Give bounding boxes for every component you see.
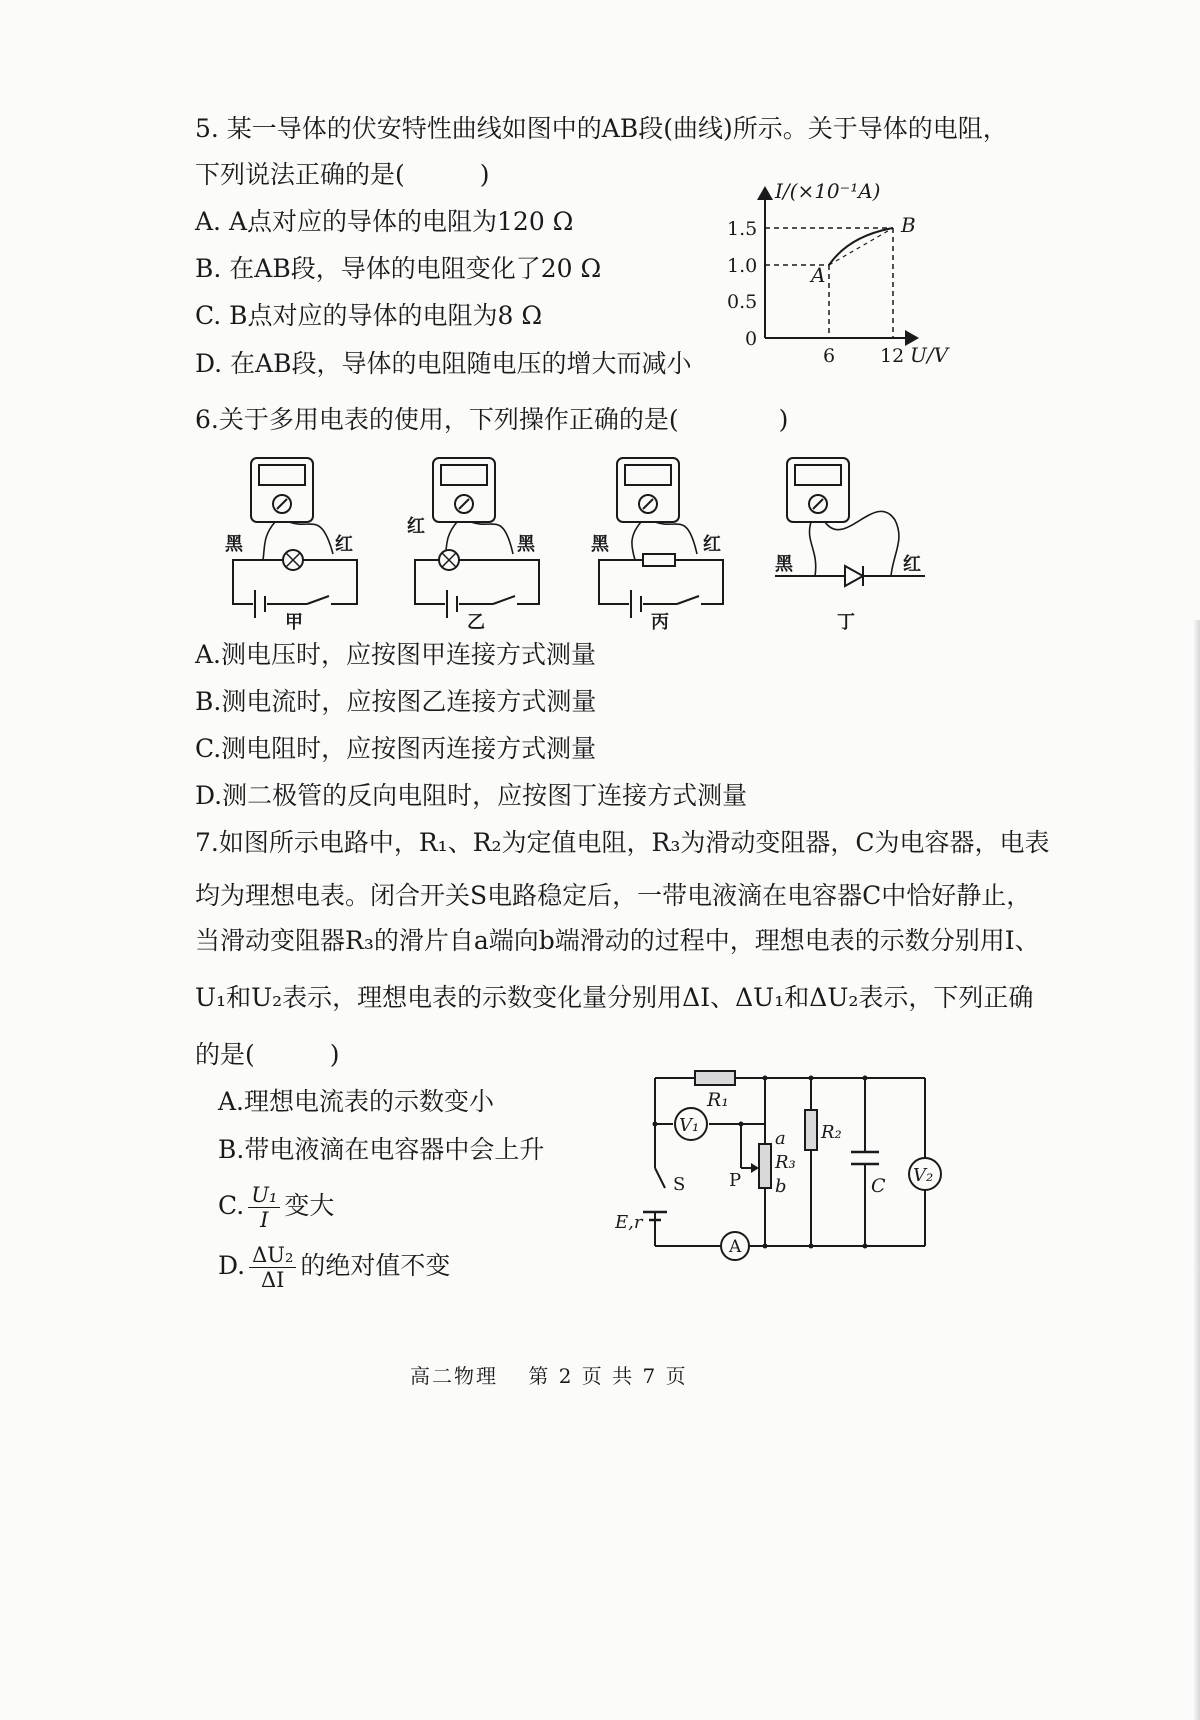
diode-triangle (845, 566, 863, 586)
multimeter-screen (625, 465, 671, 485)
q7-option-c-prefix: C. (218, 1191, 245, 1220)
left-probe-label: 黑 (775, 554, 793, 575)
selector-needle (459, 499, 469, 509)
rheostat-r3 (759, 1144, 771, 1188)
selector-needle (277, 499, 287, 509)
q7-line1: 7.如图所示电路中，R₁、R₂为定值电阻，R₃为滑动变阻器，C为电容器，电表 (195, 828, 1050, 857)
q6-stem: 6.关于多用电表的使用，下列操作正确的是( ) (195, 405, 789, 434)
end-label-b: b (775, 1176, 787, 1197)
right-probe-label: 黑 (517, 534, 535, 555)
q5-option-b: B. 在AB段，导体的电阻变化了20 Ω (195, 254, 602, 283)
junction-dot (809, 1244, 814, 1249)
q7-circuit (615, 1060, 965, 1270)
switch-gap (677, 596, 701, 612)
red-lead (655, 522, 697, 554)
source-label: E,r (615, 1212, 643, 1233)
black-lead (471, 522, 513, 554)
selector-needle (643, 499, 653, 509)
fraction-numerator: U₁ (248, 1183, 280, 1208)
ammeter-label: A (729, 1237, 742, 1257)
junction-dot (763, 1244, 768, 1249)
q6-option-d: D.测二极管的反向电阻时，应按图丁连接方式测量 (195, 781, 748, 810)
junction-dot (863, 1076, 868, 1081)
q7-option-d-prefix: D. (218, 1251, 246, 1280)
q5-option-c: C. B点对应的导体的电阻为8 Ω (195, 301, 543, 330)
right-probe-label: 红 (335, 534, 353, 555)
black-lead (809, 522, 815, 576)
q7-option-d-fraction (249, 1243, 296, 1292)
y-tick-1-5: 1.5 (727, 218, 758, 240)
v1-label: V₁ (679, 1115, 700, 1136)
end-label-a: a (775, 1128, 786, 1149)
q5-stem-line2: 下列说法正确的是( ) (195, 160, 490, 189)
y-tick-0: 0 (745, 328, 758, 350)
switch-gap (307, 596, 331, 612)
left-probe-label: 黑 (225, 534, 243, 555)
page-footer: 高二物理 第 2 页 共 7 页 (410, 1364, 688, 1388)
q7-line5: 的是( ) (195, 1040, 340, 1069)
x-axis-label: U/V (910, 343, 949, 367)
figure-caption: 丙 (651, 612, 669, 630)
q7-option-c-fraction (248, 1183, 280, 1232)
y-tick-1-0: 1.0 (727, 255, 758, 277)
multimeter-screen (795, 465, 841, 485)
q6-option-c: C.测电阻时，应按图丙连接方式测量 (195, 734, 597, 763)
q7-line3: 当滑动变阻器R₃的滑片自a端向b端滑动的过程中，理想电表的示数分别用I、 (195, 926, 1040, 955)
right-probe-label: 红 (703, 534, 721, 555)
multimeter-screen (441, 465, 487, 485)
figure-jia (225, 458, 357, 630)
q5-stem-line1: 5. 某一导体的伏安特性曲线如图中的AB段(曲线)所示。关于导体的电阻， (195, 114, 1008, 143)
q7-option-d (218, 1238, 450, 1294)
slider-label-p: P (729, 1170, 742, 1191)
figure-ding (775, 458, 925, 630)
figure-bing (591, 458, 723, 630)
point-a-label: A (811, 263, 826, 287)
junction-dot (763, 1076, 768, 1081)
q7-option-a: A.理想电流表的示数变小 (218, 1087, 495, 1116)
q6-option-a: A.测电压时，应按图甲连接方式测量 (195, 640, 597, 669)
resistor (643, 554, 675, 566)
left-probe-label: 红 (407, 516, 425, 537)
r3-label: R₃ (775, 1152, 796, 1173)
q7-option-c (218, 1178, 334, 1234)
left-probe-label: 黑 (591, 534, 609, 555)
y-tick-0-5: 0.5 (727, 291, 758, 313)
q7-line2: 均为理想电表。闭合开关S电路稳定后，一带电液滴在电容器C中恰好静止， (195, 881, 1032, 910)
chord-ab (829, 228, 893, 265)
switch-label: S (673, 1174, 686, 1195)
resistor-r1 (695, 1071, 735, 1085)
q7-option-b: B.带电液滴在电容器中会上升 (218, 1135, 545, 1164)
junction-dot (653, 1122, 658, 1127)
black-lead (263, 522, 275, 560)
q6-figures (225, 450, 985, 630)
figure-caption: 甲 (285, 612, 303, 630)
scan-edge-shadow (1194, 620, 1200, 1720)
q5-option-a: A. A点对应的导体的电阻为120 Ω (195, 207, 574, 236)
r1-label: R₁ (707, 1089, 729, 1111)
red-lead (289, 522, 333, 554)
cap-label: C (871, 1175, 886, 1197)
q7-line4: U₁和U₂表示，理想电表的示数变化量分别用ΔI、ΔU₁和ΔU₂表示，下列正确 (195, 983, 1034, 1012)
x-tick-12: 12 (880, 345, 905, 367)
figure-yi (407, 458, 539, 630)
v2-label: V₂ (913, 1165, 934, 1186)
fraction-numerator: ΔU₂ (249, 1243, 296, 1268)
resistor-r2 (805, 1110, 817, 1150)
black-lead (632, 522, 641, 560)
y-axis-label: I/(×10⁻¹A) (775, 180, 881, 203)
junction-dot (739, 1122, 744, 1127)
fraction-denominator: ΔI (261, 1268, 285, 1292)
point-b-label: B (901, 213, 916, 237)
x-tick-6: 6 (823, 345, 836, 367)
q7-option-c-suffix: 变大 (284, 1191, 335, 1220)
circuit-loop (415, 560, 539, 604)
selector-needle (813, 499, 823, 509)
junction-dot (809, 1076, 814, 1081)
multimeter-screen (259, 465, 305, 485)
q5-iu-graph (725, 180, 965, 380)
slider-arrowhead (751, 1163, 759, 1173)
switch-gap (493, 596, 517, 612)
junction-dot (863, 1244, 868, 1249)
r2-label: R₂ (821, 1122, 842, 1143)
switch-s-blade (655, 1168, 665, 1188)
right-probe-label: 红 (903, 554, 921, 575)
figure-caption: 乙 (467, 612, 485, 630)
q6-option-b: B.测电流时，应按图乙连接方式测量 (195, 687, 597, 716)
figure-caption: 丁 (837, 612, 855, 630)
fraction-denominator: I (260, 1208, 269, 1232)
q7-option-d-suffix: 的绝对值不变 (300, 1251, 451, 1280)
q5-option-d: D. 在AB段，导体的电阻随电压的增大而减小 (195, 349, 692, 378)
